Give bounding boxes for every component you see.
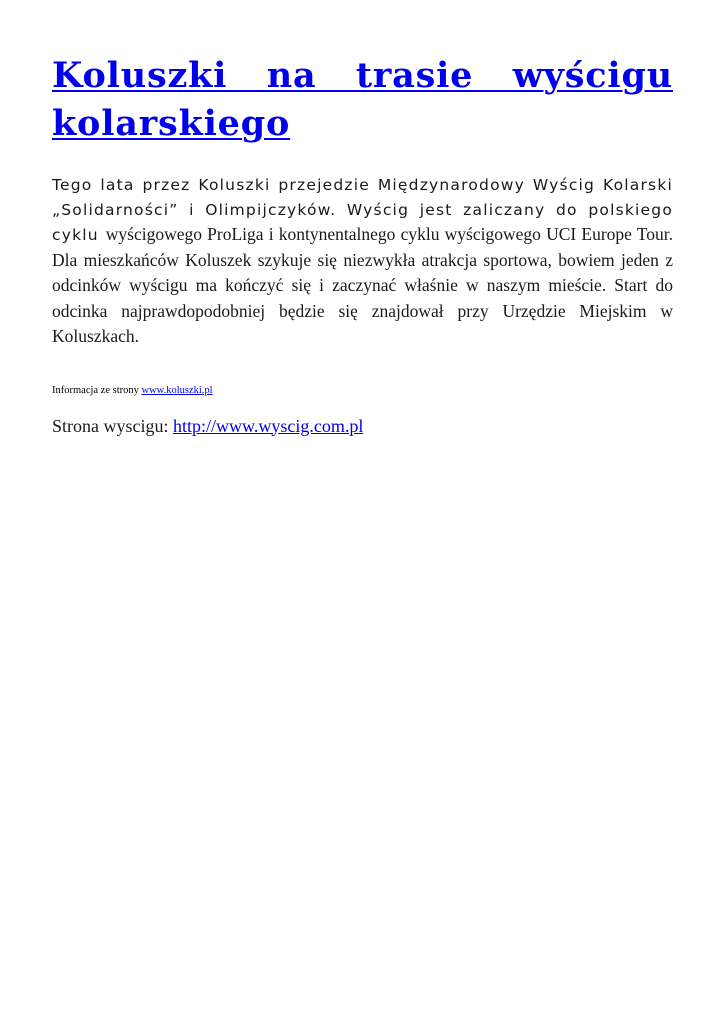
source-link[interactable]: www.koluszki.pl — [141, 384, 213, 396]
article-title — [52, 52, 673, 148]
race-website — [52, 414, 673, 438]
article-title-link[interactable]: Koluszki na trasie wyścigu kolarskiego — [52, 55, 673, 144]
race-prefix: Strona wyscigu: — [52, 415, 173, 436]
source-note — [52, 384, 673, 398]
source-prefix: Informacja ze strony — [52, 384, 142, 396]
race-link[interactable]: http://www.wyscig.com.pl — [173, 415, 364, 436]
article-intro-lead: Tego lata przez Koluszki przejedzie Międzynarodowy Wyścig Kolarski „Solidarności” i Olimpijczyków. Wyścig jest zaliczany do polskiego cyklu — [52, 176, 673, 244]
article-intro — [52, 173, 673, 350]
article — [52, 52, 673, 438]
article-intro-rest: wyścigowego ProLiga i kontynentalnego cyklu wyścigowego UCI Europe Tour. Dla mieszkańców Koluszek szykuje się niezwykła atrakcja sportowa, bowiem jeden z odcinków wyścigu ma kończyć się i zaczynać właśnie w naszym mieście. Start do odcinka najprawdopodobniej będzie się znajdował przy Urzędzie Miejskim w Koluszkach. — [52, 224, 673, 346]
